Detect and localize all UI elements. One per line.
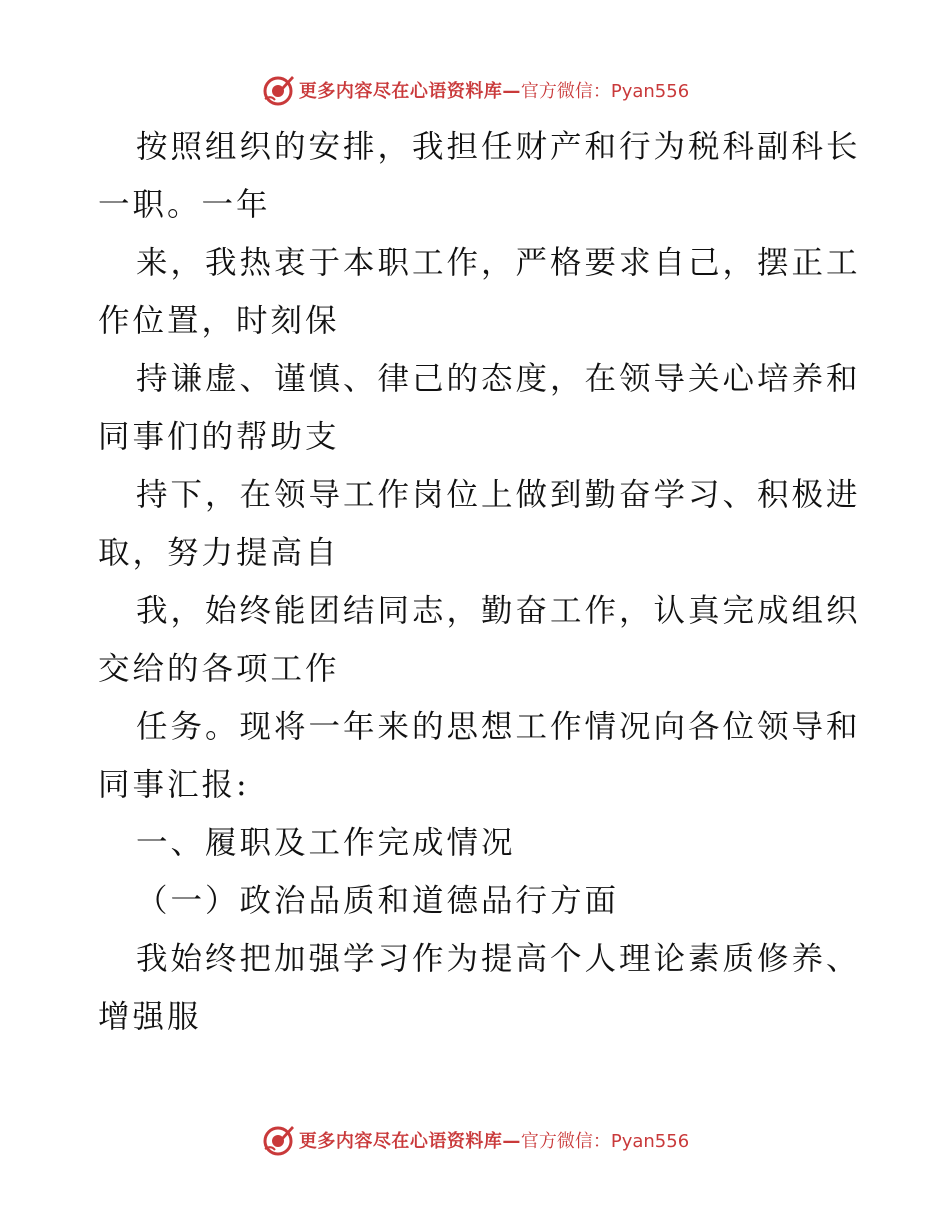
document-body bbox=[98, 118, 861, 1046]
footer-banner bbox=[0, 1120, 950, 1160]
body-line: 同事们的帮助支 bbox=[98, 419, 340, 455]
footer-banner-text: 更多内容尽在心语资料库— bbox=[298, 1131, 521, 1152]
body-line: 任务。现将一年来的思想工作情况向各位领导和 bbox=[136, 709, 861, 745]
header-banner-suffix: 官方微信：Pyan556 bbox=[520, 81, 690, 102]
section-heading: 一、履职及工作完成情况 bbox=[136, 825, 516, 861]
body-line: 持下，在领导工作岗位上做到勤奋学习、积极进 bbox=[136, 477, 861, 513]
body-line: 我始终把加强学习作为提高个人理论素质修养、 bbox=[136, 941, 861, 977]
footer-banner-suffix: 官方微信：Pyan556 bbox=[520, 1131, 690, 1152]
body-line: 按照组织的安排，我担任财产和行为税科副科长 bbox=[136, 129, 861, 165]
pen-logo-icon bbox=[261, 73, 295, 107]
pen-logo-icon bbox=[261, 1123, 295, 1157]
header-banner bbox=[0, 70, 950, 110]
body-line: 来，我热衷于本职工作，严格要求自己，摆正工 bbox=[136, 245, 861, 281]
body-line: 我，始终能团结同志，勤奋工作，认真完成组织 bbox=[136, 593, 861, 629]
body-line: 作位置，时刻保 bbox=[98, 303, 340, 339]
body-line: 增强服 bbox=[98, 999, 202, 1035]
header-banner-text: 更多内容尽在心语资料库— bbox=[298, 81, 521, 102]
body-line: 一职。一年 bbox=[98, 187, 271, 223]
body-line: 取，努力提高自 bbox=[98, 535, 340, 571]
body-line: 交给的各项工作 bbox=[98, 651, 340, 687]
body-line: 持谦虚、谨慎、律己的态度，在领导关心培养和 bbox=[136, 361, 861, 397]
body-line: 同事汇报: bbox=[98, 767, 250, 803]
subsection-heading: （一）政治品质和道德品行方面 bbox=[136, 883, 620, 919]
